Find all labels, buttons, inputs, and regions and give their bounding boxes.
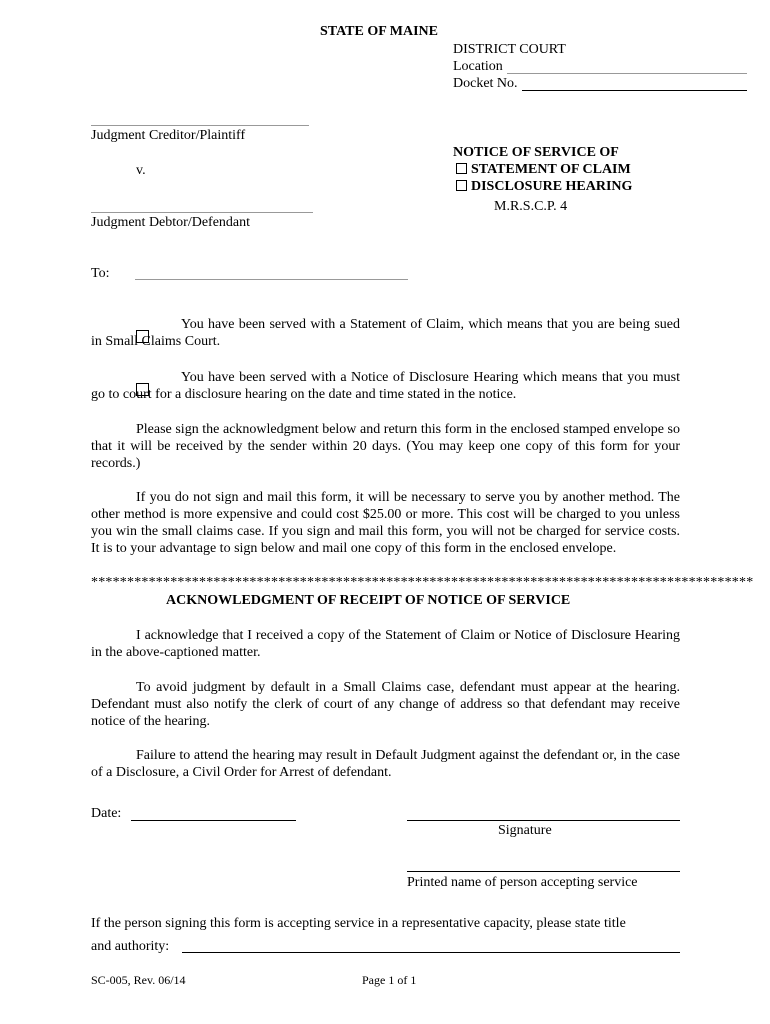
docket-field[interactable] [522, 90, 747, 91]
printed-name-label: Printed name of person accepting service [407, 875, 638, 890]
notice-option-disclosure [456, 178, 632, 195]
date-field[interactable] [131, 820, 296, 821]
representative-text-line2: and authority: [91, 939, 170, 954]
disclosure-paragraph [91, 369, 680, 403]
warning-text: If you do not sign and mail this form, it will be necessary to serve you by another method. The other method is more expensive and could cost $25.00 or more. This cost will be charged to you unless you win the small claims case. If you sign and mail this form, you will not be charged for service costs. It is to your advantage to sign below and mail one copy of this form in the enclosed envelope. [91, 490, 680, 556]
to-field[interactable] [135, 279, 408, 280]
state-heading: STATE OF MAINE [320, 24, 438, 39]
ack-paragraph-2 [91, 679, 680, 730]
claim-text: You have been served with a Statement of Claim, which means that you are being sued in Small Claims Court. [91, 317, 680, 349]
disclosure-hearing-label: DISCLOSURE HEARING [471, 179, 633, 194]
statement-of-claim-checkbox[interactable] [456, 163, 467, 174]
rule-reference: M.R.S.C.P. 4 [494, 199, 568, 214]
claim-paragraph [91, 316, 680, 350]
instructions-paragraph [91, 421, 680, 472]
printed-name-field[interactable] [407, 871, 680, 872]
defendant-field[interactable] [91, 212, 313, 213]
ack-text-2: To avoid judgment by default in a Small Claims case, defendant must appear at the hearing. Defendant must also notify the clerk of court of any change of address so that defendant may receive notice of the hearing. [91, 680, 680, 729]
disclosure-text: You have been served with a Notice of Disclosure Hearing which means that you must go to court for a disclosure hearing on the date and time stated in the notice. [91, 370, 680, 402]
to-label: To: [91, 266, 110, 281]
disclosure-checkbox[interactable] [136, 383, 149, 396]
disclosure-hearing-checkbox[interactable] [456, 180, 467, 191]
notice-title: NOTICE OF SERVICE OF [453, 145, 619, 160]
versus-label: v. [136, 163, 146, 178]
signature-label: Signature [498, 823, 552, 838]
page-number: Page 1 of 1 [362, 973, 417, 987]
claim-checkbox[interactable] [136, 330, 149, 343]
plaintiff-label: Judgment Creditor/Plaintiff [91, 128, 246, 143]
plaintiff-field[interactable] [91, 125, 309, 126]
ack-paragraph-3 [91, 747, 680, 781]
notice-option-statement [456, 161, 631, 178]
date-label: Date: [91, 806, 122, 821]
location-field[interactable] [507, 73, 747, 74]
title-authority-field[interactable] [182, 952, 680, 953]
court-name: DISTRICT COURT [453, 42, 566, 57]
form-id: SC-005, Rev. 06/14 [91, 973, 186, 987]
ack-text-1: I acknowledge that I received a copy of the Statement of Claim or Notice of Disclosure Hearing in the above-captioned matter. [91, 628, 680, 660]
separator-line: ******************************************************************************************** [91, 575, 754, 590]
statement-of-claim-label: STATEMENT OF CLAIM [471, 162, 631, 177]
representative-text-line1: If the person signing this form is accepting service in a representative capacity, please state title [91, 916, 626, 931]
signature-field[interactable] [407, 820, 680, 821]
instructions-text: Please sign the acknowledgment below and return this form in the enclosed stamped envelope so that it will be received by the sender within 20 days. (You may keep one copy of this form for your records.) [91, 422, 680, 471]
acknowledgment-title: ACKNOWLEDGMENT OF RECEIPT OF NOTICE OF SERVICE [166, 593, 571, 608]
warning-paragraph [91, 489, 680, 557]
location-label: Location [453, 59, 503, 74]
ack-text-3: Failure to attend the hearing may result in Default Judgment against the defendant or, in the case of a Disclosure, a Civil Order for Arrest of defendant. [91, 748, 680, 780]
defendant-label: Judgment Debtor/Defendant [91, 215, 251, 230]
docket-label: Docket No. [453, 76, 518, 91]
ack-paragraph-1 [91, 627, 680, 661]
